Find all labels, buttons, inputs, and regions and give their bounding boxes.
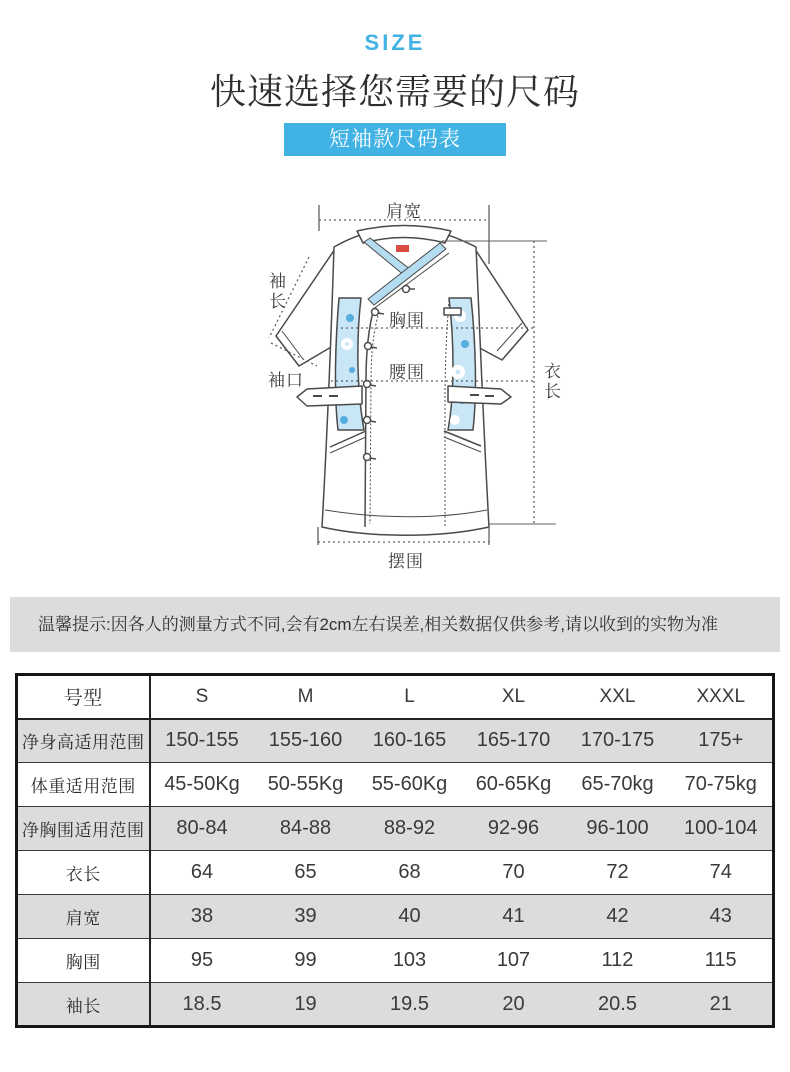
- table-cell: 43: [670, 895, 774, 939]
- label-chest: 胸围: [389, 311, 425, 330]
- table-cell: 84-88: [254, 807, 358, 851]
- table-cell: 95: [150, 939, 254, 983]
- table-cell: 88-92: [358, 807, 462, 851]
- table-cell: 42: [566, 895, 670, 939]
- table-cell: 40: [358, 895, 462, 939]
- row-label: 体重适用范围: [17, 763, 150, 807]
- table-cell: 170-175: [566, 719, 670, 763]
- table-cell: 100-104: [670, 807, 774, 851]
- table-cell: 70-75kg: [670, 763, 774, 807]
- table-cell: 70: [462, 851, 566, 895]
- table-cell: 112: [566, 939, 670, 983]
- table-cell: 80-84: [150, 807, 254, 851]
- table-cell: 65: [254, 851, 358, 895]
- label-sleeve-length: 袖长: [266, 272, 285, 312]
- table-row: [17, 719, 774, 763]
- table-cell: 45-50Kg: [150, 763, 254, 807]
- label-cuff: 袖口: [268, 371, 304, 390]
- eyebrow-size: SIZE: [364, 30, 426, 55]
- table-cell: 155-160: [254, 719, 358, 763]
- row-label: 袖长: [17, 983, 150, 1027]
- table-cell: 55-60Kg: [358, 763, 462, 807]
- column-header: XL: [501, 685, 526, 707]
- column-header: XXXL: [696, 685, 746, 707]
- table-row: [17, 851, 774, 895]
- size-table: [15, 673, 775, 1028]
- label-waist: 腰围: [389, 363, 425, 382]
- row-label: 净身高适用范围: [17, 719, 150, 763]
- table-row: [17, 939, 774, 983]
- label-hem: 摆围: [388, 552, 424, 571]
- label-shoulder-width: 肩宽: [386, 202, 422, 221]
- table-row: [17, 675, 774, 719]
- table-cell: 68: [358, 851, 462, 895]
- table-cell: 19: [254, 983, 358, 1027]
- measurement-notice: 温馨提示:因各人的测量方式不同,会有2cm左右误差,相关数据仅供参考,请以收到的实物为准: [10, 597, 780, 652]
- table-cell: 38: [150, 895, 254, 939]
- column-header: XXL: [599, 685, 636, 707]
- table-cell: 60-65Kg: [462, 763, 566, 807]
- row-label: 净胸围适用范围: [17, 807, 150, 851]
- table-cell: 64: [150, 851, 254, 895]
- table-row: [17, 763, 774, 807]
- table-cell: 150-155: [150, 719, 254, 763]
- table-cell: 99: [254, 939, 358, 983]
- table-cell: 165-170: [462, 719, 566, 763]
- row-label: 胸围: [17, 939, 150, 983]
- table-cell: 115: [670, 939, 774, 983]
- column-header: M: [297, 685, 314, 707]
- table-cell: 21: [670, 983, 774, 1027]
- table-cell: 50-55Kg: [254, 763, 358, 807]
- table-row: [17, 895, 774, 939]
- row-label: 肩宽: [17, 895, 150, 939]
- table-cell: 41: [462, 895, 566, 939]
- column-header: 号型: [17, 675, 150, 719]
- table-cell: 74: [670, 851, 774, 895]
- table-cell: 72: [566, 851, 670, 895]
- table-cell: 20.5: [566, 983, 670, 1027]
- table-cell: 20: [462, 983, 566, 1027]
- table-row: [17, 807, 774, 851]
- table-cell: 107: [462, 939, 566, 983]
- label-garment-length: 衣长: [541, 362, 560, 402]
- table-cell: 39: [254, 895, 358, 939]
- table-cell: 65-70kg: [566, 763, 670, 807]
- table-cell: 19.5: [358, 983, 462, 1027]
- chart-type-badge: 短袖款尺码表: [284, 123, 506, 156]
- column-header: S: [195, 685, 209, 707]
- table-row: [17, 983, 774, 1027]
- table-cell: 18.5: [150, 983, 254, 1027]
- table-cell: 92-96: [462, 807, 566, 851]
- row-label: 衣长: [17, 851, 150, 895]
- table-cell: 160-165: [358, 719, 462, 763]
- column-header: L: [404, 685, 415, 707]
- page-title: 快速选择您需要的尺码: [209, 71, 580, 112]
- table-cell: 103: [358, 939, 462, 983]
- table-cell: 175+: [670, 719, 774, 763]
- table-cell: 96-100: [566, 807, 670, 851]
